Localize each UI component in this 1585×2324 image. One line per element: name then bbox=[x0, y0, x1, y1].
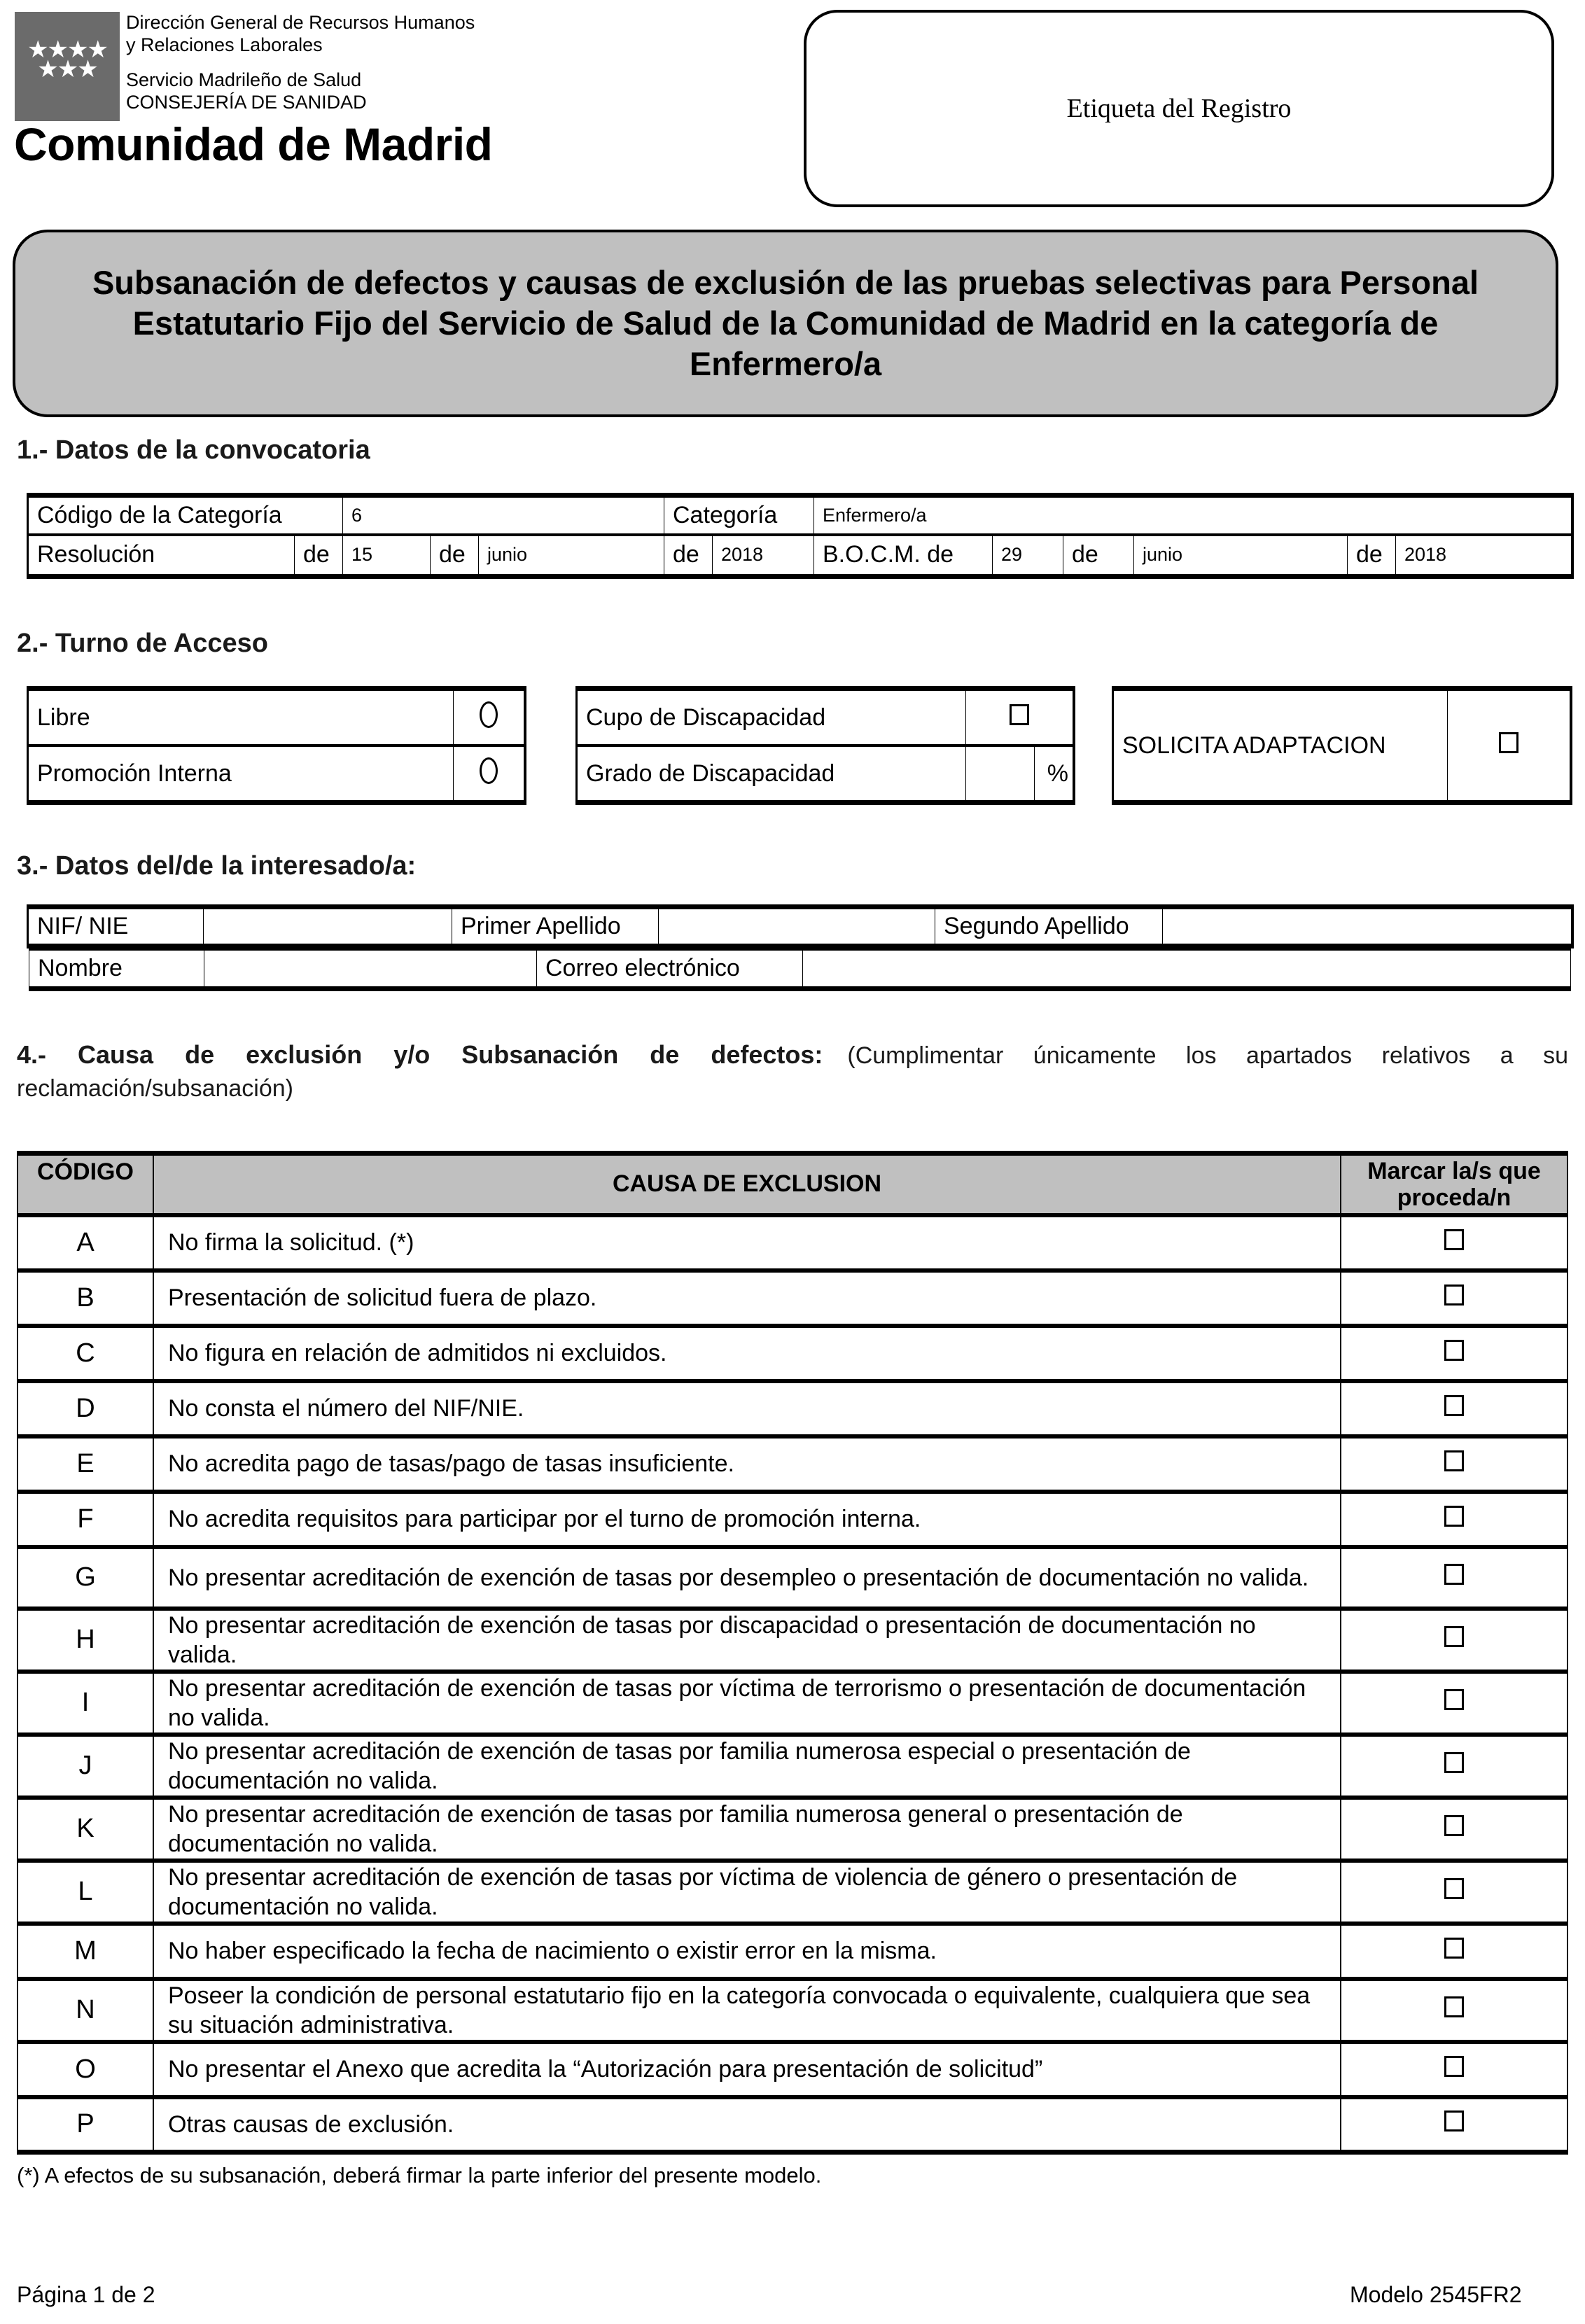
exclusion-description: No presentar el Anexo que acredita la “Autorización para presentación de solicitud” bbox=[153, 2042, 1341, 2097]
bocm-month-field[interactable]: junio bbox=[1134, 535, 1348, 577]
exclusion-row bbox=[18, 1270, 1567, 1326]
radio-icon bbox=[480, 701, 498, 728]
checkbox-icon bbox=[1444, 1564, 1464, 1585]
exclusion-code: E bbox=[18, 1436, 153, 1492]
exclusion-row bbox=[18, 1735, 1567, 1798]
correo-label: Correo electrónico bbox=[537, 949, 803, 988]
exclusion-row bbox=[18, 1924, 1567, 1979]
exclusion-description: No presentar acreditación de exención de tasas por familia numerosa general o presentación de documentación no valida. bbox=[153, 1798, 1341, 1861]
exclusion-checkbox-k[interactable] bbox=[1341, 1798, 1567, 1861]
exclusion-checkbox-m[interactable] bbox=[1341, 1924, 1567, 1979]
exclusion-code: C bbox=[18, 1326, 153, 1381]
exclusion-code: B bbox=[18, 1270, 153, 1326]
de-label: de bbox=[295, 535, 343, 577]
grado-label: Grado de Discapacidad bbox=[577, 746, 966, 803]
segundo-apellido-field[interactable] bbox=[1163, 907, 1573, 946]
promocion-label: Promoción Interna bbox=[28, 746, 454, 803]
col-codigo-header: CÓDIGO bbox=[18, 1154, 153, 1215]
exclusion-checkbox-n[interactable] bbox=[1341, 1979, 1567, 2042]
libre-label: Libre bbox=[28, 689, 454, 746]
checkbox-icon bbox=[1444, 2110, 1464, 2132]
exclusion-row bbox=[18, 1979, 1567, 2042]
bocm-label: B.O.C.M. de bbox=[814, 535, 993, 577]
exclusion-checkbox-c[interactable] bbox=[1341, 1326, 1567, 1381]
exclusion-row bbox=[18, 2097, 1567, 2152]
primer-apellido-label: Primer Apellido bbox=[452, 907, 659, 946]
page-number: Página 1 de 2 bbox=[17, 2282, 155, 2307]
de-label: de bbox=[431, 535, 479, 577]
checkbox-icon bbox=[1444, 1284, 1464, 1306]
checkbox-icon bbox=[1444, 1626, 1464, 1647]
checkbox-icon bbox=[1444, 1229, 1464, 1250]
nombre-label: Nombre bbox=[29, 949, 204, 988]
exclusion-code: F bbox=[18, 1492, 153, 1547]
org-block bbox=[126, 11, 475, 113]
bocm-day-field[interactable]: 29 bbox=[993, 535, 1063, 577]
exclusion-row bbox=[18, 1326, 1567, 1381]
codigo-label: Código de la Categoría bbox=[28, 496, 343, 535]
model-number: Modelo 2545FR2 bbox=[1350, 2282, 1522, 2307]
interesado-table bbox=[27, 904, 1574, 948]
section2-heading: 2.- Turno de Acceso bbox=[17, 629, 268, 658]
org-line-1: Dirección General de Recursos Humanos bbox=[126, 12, 475, 33]
brand-title: Comunidad de Madrid bbox=[14, 118, 493, 170]
exclusion-checkbox-p[interactable] bbox=[1341, 2097, 1567, 2152]
res-year-field[interactable]: 2018 bbox=[713, 535, 814, 577]
madrid-stars-icon: ★★★★ ★★★ bbox=[27, 36, 107, 83]
exclusion-description: No presentar acreditación de exención de tasas por víctima de violencia de género o presentación de documentación no valida. bbox=[153, 1861, 1341, 1924]
grado-field[interactable] bbox=[966, 746, 1035, 803]
exclusion-row bbox=[18, 1215, 1567, 1270]
checkbox-icon bbox=[1444, 1815, 1464, 1836]
section4-heading bbox=[17, 1039, 1568, 1105]
nif-label: NIF/ NIE bbox=[28, 907, 204, 946]
exclusion-checkbox-o[interactable] bbox=[1341, 2042, 1567, 2097]
exclusion-checkbox-a[interactable] bbox=[1341, 1215, 1567, 1270]
exclusion-row bbox=[18, 1672, 1567, 1735]
res-day-field[interactable]: 15 bbox=[343, 535, 431, 577]
checkbox-icon bbox=[1444, 1506, 1464, 1527]
exclusion-description: No figura en relación de admitidos ni excluidos. bbox=[153, 1326, 1341, 1381]
col-causa-header: CAUSA DE EXCLUSION bbox=[153, 1154, 1341, 1215]
checkbox-icon bbox=[1444, 1996, 1464, 2017]
checkbox-icon bbox=[1499, 732, 1518, 753]
exclusion-row bbox=[18, 1798, 1567, 1861]
de-label: de bbox=[1348, 535, 1396, 577]
exclusion-code: M bbox=[18, 1924, 153, 1979]
col-marcar-header: Marcar la/s que proceda/n bbox=[1341, 1154, 1567, 1215]
checkbox-icon bbox=[1444, 2056, 1464, 2077]
checkbox-icon bbox=[1444, 1938, 1464, 1959]
section1-heading: 1.- Datos de la convocatoria bbox=[17, 435, 370, 465]
exclusion-checkbox-d[interactable] bbox=[1341, 1381, 1567, 1436]
discapacidad-table bbox=[575, 686, 1075, 805]
turno-table bbox=[27, 686, 526, 805]
exclusion-checkbox-i[interactable] bbox=[1341, 1672, 1567, 1735]
exclusion-row bbox=[18, 1609, 1567, 1672]
radio-icon bbox=[480, 757, 498, 784]
adaptacion-checkbox[interactable] bbox=[1448, 689, 1572, 803]
exclusion-code: A bbox=[18, 1215, 153, 1270]
exclusion-checkbox-j[interactable] bbox=[1341, 1735, 1567, 1798]
checkbox-icon bbox=[1444, 1395, 1464, 1416]
cupo-checkbox[interactable] bbox=[966, 689, 1075, 746]
exclusion-description: Poseer la condición de personal estatutario fijo en la categoría convocada o equivalente, cualquiera que sea su situación administrativa. bbox=[153, 1979, 1341, 2042]
registro-label: Etiqueta del Registro bbox=[1066, 94, 1292, 123]
exclusion-code: P bbox=[18, 2097, 153, 2152]
exclusion-description: No presentar acreditación de exención de tasas por discapacidad o presentación de documentación no valida. bbox=[153, 1609, 1341, 1672]
section3-heading: 3.- Datos del/de la interesado/a: bbox=[17, 851, 417, 881]
exclusion-code: K bbox=[18, 1798, 153, 1861]
exclusion-description: No acredita pago de tasas/pago de tasas insuficiente. bbox=[153, 1436, 1341, 1492]
exclusion-row bbox=[18, 2042, 1567, 2097]
exclusion-description: No haber especificado la fecha de nacimiento o existir error en la misma. bbox=[153, 1924, 1341, 1979]
registro-label-box bbox=[804, 10, 1554, 207]
exclusion-code: I bbox=[18, 1672, 153, 1735]
org-line-3: Servicio Madrileño de Salud bbox=[126, 69, 362, 90]
exclusion-checkbox-b[interactable] bbox=[1341, 1270, 1567, 1326]
primer-apellido-field[interactable] bbox=[659, 907, 935, 946]
de-label: de bbox=[1063, 535, 1134, 577]
res-month-field[interactable]: junio bbox=[479, 535, 664, 577]
exclusion-row bbox=[18, 1547, 1567, 1609]
exclusion-code: N bbox=[18, 1979, 153, 2042]
checkbox-icon bbox=[1444, 1450, 1464, 1471]
exclusion-description: No acredita requisitos para participar por el turno de promoción interna. bbox=[153, 1492, 1341, 1547]
exclusion-description: No presentar acreditación de exención de tasas por desempleo o presentación de documentación no valida. bbox=[153, 1547, 1341, 1609]
interesado-table-row2 bbox=[29, 948, 1571, 991]
exclusion-checkbox-g[interactable] bbox=[1341, 1547, 1567, 1609]
nombre-field[interactable] bbox=[204, 949, 537, 988]
org-line-4: CONSEJERÍA DE SANIDAD bbox=[126, 92, 367, 113]
promocion-radio[interactable] bbox=[454, 746, 526, 803]
categoria-field[interactable]: Enfermero/a bbox=[814, 496, 1573, 535]
resolucion-label: Resolución bbox=[28, 535, 295, 577]
exclusion-description: No consta el número del NIF/NIE. bbox=[153, 1381, 1341, 1436]
form-title-box bbox=[13, 230, 1558, 417]
exclusion-row bbox=[18, 1436, 1567, 1492]
org-line-2: y Relaciones Laborales bbox=[126, 34, 323, 55]
exclusion-checkbox-l[interactable] bbox=[1341, 1861, 1567, 1924]
percent-label: % bbox=[1035, 746, 1074, 803]
exclusion-code: L bbox=[18, 1861, 153, 1924]
checkbox-icon bbox=[1444, 1752, 1464, 1773]
cupo-label: Cupo de Discapacidad bbox=[577, 689, 966, 746]
exclusion-table bbox=[17, 1151, 1568, 2155]
convocatoria-table bbox=[27, 493, 1574, 579]
exclusion-row bbox=[18, 1381, 1567, 1436]
checkbox-icon bbox=[1444, 1878, 1464, 1899]
checkbox-icon bbox=[1444, 1689, 1464, 1710]
exclusion-description: Otras causas de exclusión. bbox=[153, 2097, 1341, 2152]
exclusion-code: O bbox=[18, 2042, 153, 2097]
form-title: Subsanación de defectos y causas de exclusión de las pruebas selectivas para Personal Estatutario Fijo del Servicio de Salud de la Comunidad de Madrid en la categoría de Enfermero/a bbox=[92, 264, 1479, 382]
libre-radio[interactable] bbox=[454, 689, 526, 746]
checkbox-icon bbox=[1010, 704, 1029, 725]
categoria-label: Categoría bbox=[664, 496, 814, 535]
nif-field[interactable] bbox=[204, 907, 452, 946]
exclusion-description: No presentar acreditación de exención de tasas por familia numerosa especial o presentación de documentación no valida. bbox=[153, 1735, 1341, 1798]
exclusion-row bbox=[18, 1492, 1567, 1547]
section4-heading-note: (Cumplimentar únicamente los apartados relativos a su reclamación/subsanación) bbox=[17, 1042, 1568, 1102]
adaptacion-label: SOLICITA ADAPTACION bbox=[1113, 689, 1448, 803]
correo-field[interactable] bbox=[803, 949, 1571, 988]
segundo-apellido-label: Segundo Apellido bbox=[935, 907, 1163, 946]
exclusion-description: No presentar acreditación de exención de tasas por víctima de terrorismo o presentación de documentación no valida. bbox=[153, 1672, 1341, 1735]
exclusion-row bbox=[18, 1861, 1567, 1924]
bocm-year-field[interactable]: 2018 bbox=[1396, 535, 1573, 577]
exclusion-checkbox-f[interactable] bbox=[1341, 1492, 1567, 1547]
exclusion-code: G bbox=[18, 1547, 153, 1609]
codigo-field[interactable]: 6 bbox=[343, 496, 664, 535]
section4-heading-bold: 4.- Causa de exclusión y/o Subsanación de defectos: bbox=[17, 1040, 823, 1069]
checkbox-icon bbox=[1444, 1340, 1464, 1361]
exclusion-checkbox-e[interactable] bbox=[1341, 1436, 1567, 1492]
footnote: (*) A efectos de su subsanación, deberá firmar la parte inferior del presente modelo. bbox=[17, 2163, 822, 2188]
de-label: de bbox=[664, 535, 713, 577]
exclusion-code: J bbox=[18, 1735, 153, 1798]
comunidad-madrid-logo bbox=[15, 12, 120, 121]
exclusion-code: D bbox=[18, 1381, 153, 1436]
exclusion-description: Presentación de solicitud fuera de plazo. bbox=[153, 1270, 1341, 1326]
exclusion-checkbox-h[interactable] bbox=[1341, 1609, 1567, 1672]
exclusion-description: No firma la solicitud. (*) bbox=[153, 1215, 1341, 1270]
adaptacion-table bbox=[1112, 686, 1572, 805]
exclusion-code: H bbox=[18, 1609, 153, 1672]
